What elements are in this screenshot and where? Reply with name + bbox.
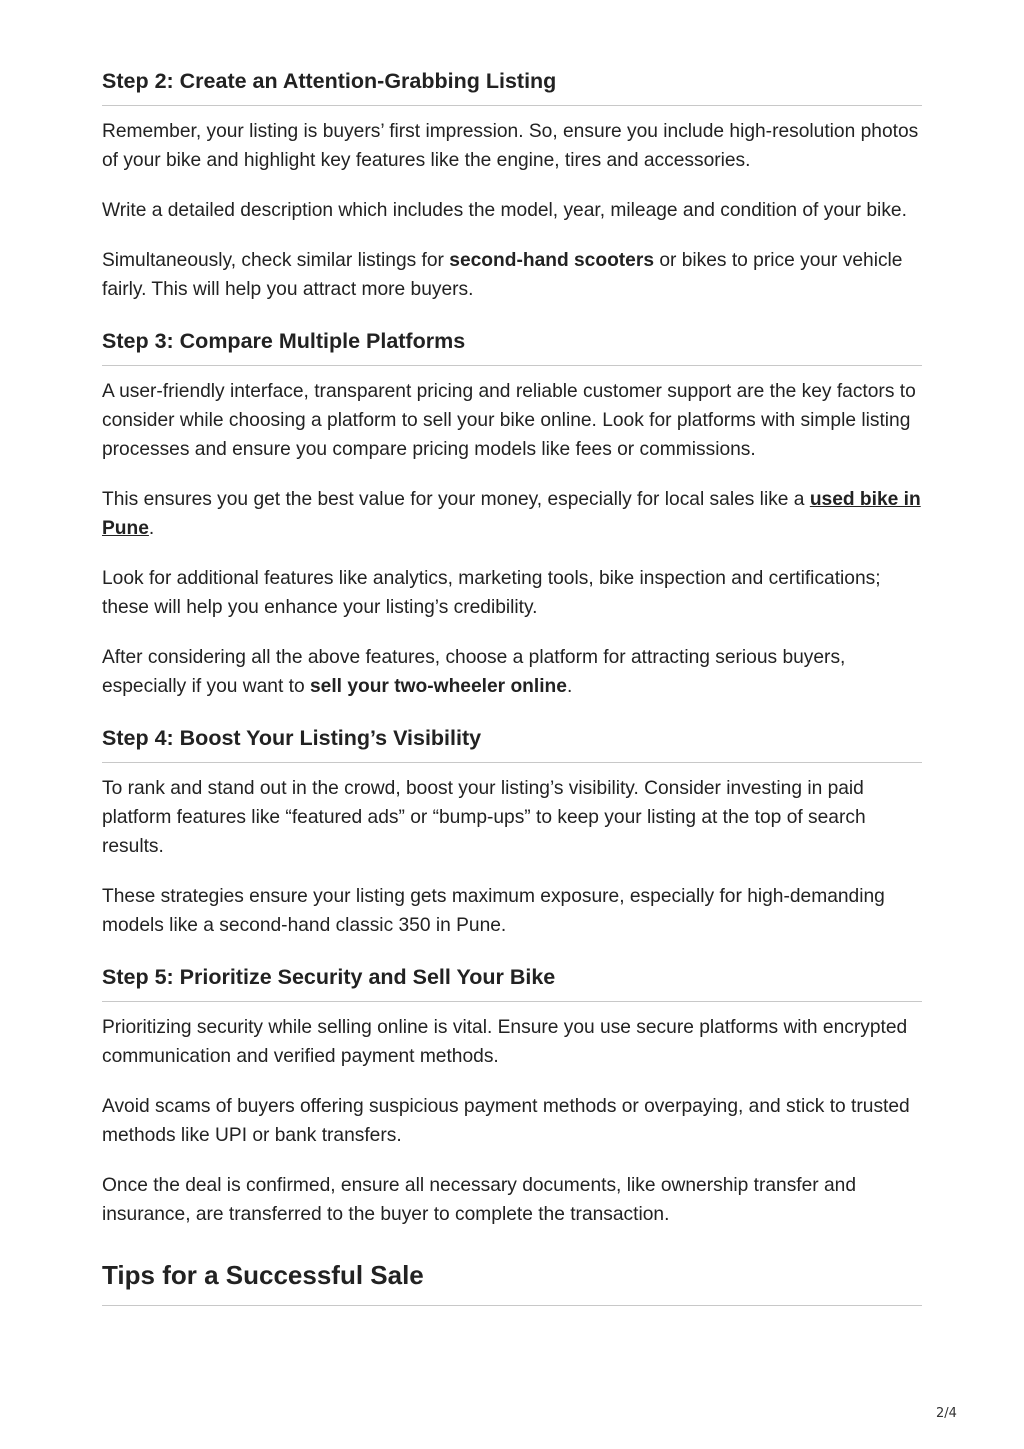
tips-heading: Tips for a Successful Sale: [102, 1259, 922, 1306]
step-5-heading: Step 5: Prioritize Security and Sell Your Bike: [102, 964, 922, 1002]
step-5-paragraph-3: Once the deal is confirmed, ensure all necessary documents, like ownership transfer and insurance, are transferred to the buyer to complete the transaction.: [102, 1174, 857, 1225]
section-step-5: [102, 964, 922, 1229]
section-step-2: [102, 68, 922, 304]
step-2-p3-text-after: or bikes to price your vehicle fairly. This will help you attract more buyers.: [102, 249, 903, 300]
step-5-paragraph-1: Prioritizing security while selling online is vital. Ensure you use secure platforms with encrypted communication and verified payment methods.: [102, 1016, 908, 1067]
section-tips: [102, 1259, 922, 1306]
step-3-paragraph-4: [102, 643, 922, 701]
step-3-paragraph-2: [102, 485, 922, 543]
step-2-heading: Step 2: Create an Attention-Grabbing Listing: [102, 68, 922, 106]
second-hand-scooters-bold: second-hand scooters: [449, 249, 654, 271]
section-step-3: [102, 328, 922, 701]
step-3-p2-text-before: This ensures you get the best value for your money, especially for local sales like a: [102, 488, 810, 510]
used-bike-in-pune-link[interactable]: used bike in Pune: [102, 488, 921, 539]
sell-two-wheeler-online-bold: sell your two-wheeler online: [309, 675, 567, 697]
step-3-heading: Step 3: Compare Multiple Platforms: [102, 328, 922, 366]
step-2-paragraph-1: Remember, your listing is buyers’ first impression. So, ensure you include high-resolution photos of your bike and highlight key features like the engine, tires and accessories.: [102, 120, 919, 171]
section-step-4: [102, 725, 922, 940]
document-page: [102, 68, 922, 1306]
step-4-paragraph-1: To rank and stand out in the crowd, boost your listing’s visibility. Consider investing in paid platform features like “featured ads” or “bump-ups” to keep your listing at the top of search results.: [102, 777, 866, 857]
step-3-p2-text-after: .: [148, 517, 155, 539]
step-3-p4-text-after: .: [566, 675, 573, 697]
step-4-paragraph-2: These strategies ensure your listing gets maximum exposure, especially for high-demanding models like a second-hand classic 350 in Pune.: [102, 885, 885, 936]
step-2-paragraph-2: Write a detailed description which includes the model, year, mileage and condition of your bike.: [102, 199, 907, 221]
step-4-heading: Step 4: Boost Your Listing’s Visibility: [102, 725, 922, 763]
step-3-paragraph-3: Look for additional features like analytics, marketing tools, bike inspection and certifications; these will help you enhance your listing’s credibility.: [102, 567, 881, 618]
step-5-paragraph-2: Avoid scams of buyers offering suspicious payment methods or overpaying, and stick to trusted methods like UPI or bank transfers.: [102, 1095, 910, 1146]
step-2-paragraph-3: [102, 246, 922, 304]
step-2-p3-text-before: Simultaneously, check similar listings for: [102, 249, 450, 271]
step-3-paragraph-1: A user-friendly interface, transparent pricing and reliable customer support are the key factors to consider while choosing a platform to sell your bike online. Look for platforms with simple listing processes and ensure you compare pricing models like fees or commissions.: [102, 380, 916, 460]
page-number: 2/4: [936, 1406, 957, 1421]
step-3-p4-text-before: After considering all the above features, choose a platform for attracting serious buyers, especially if you want to: [102, 646, 846, 697]
